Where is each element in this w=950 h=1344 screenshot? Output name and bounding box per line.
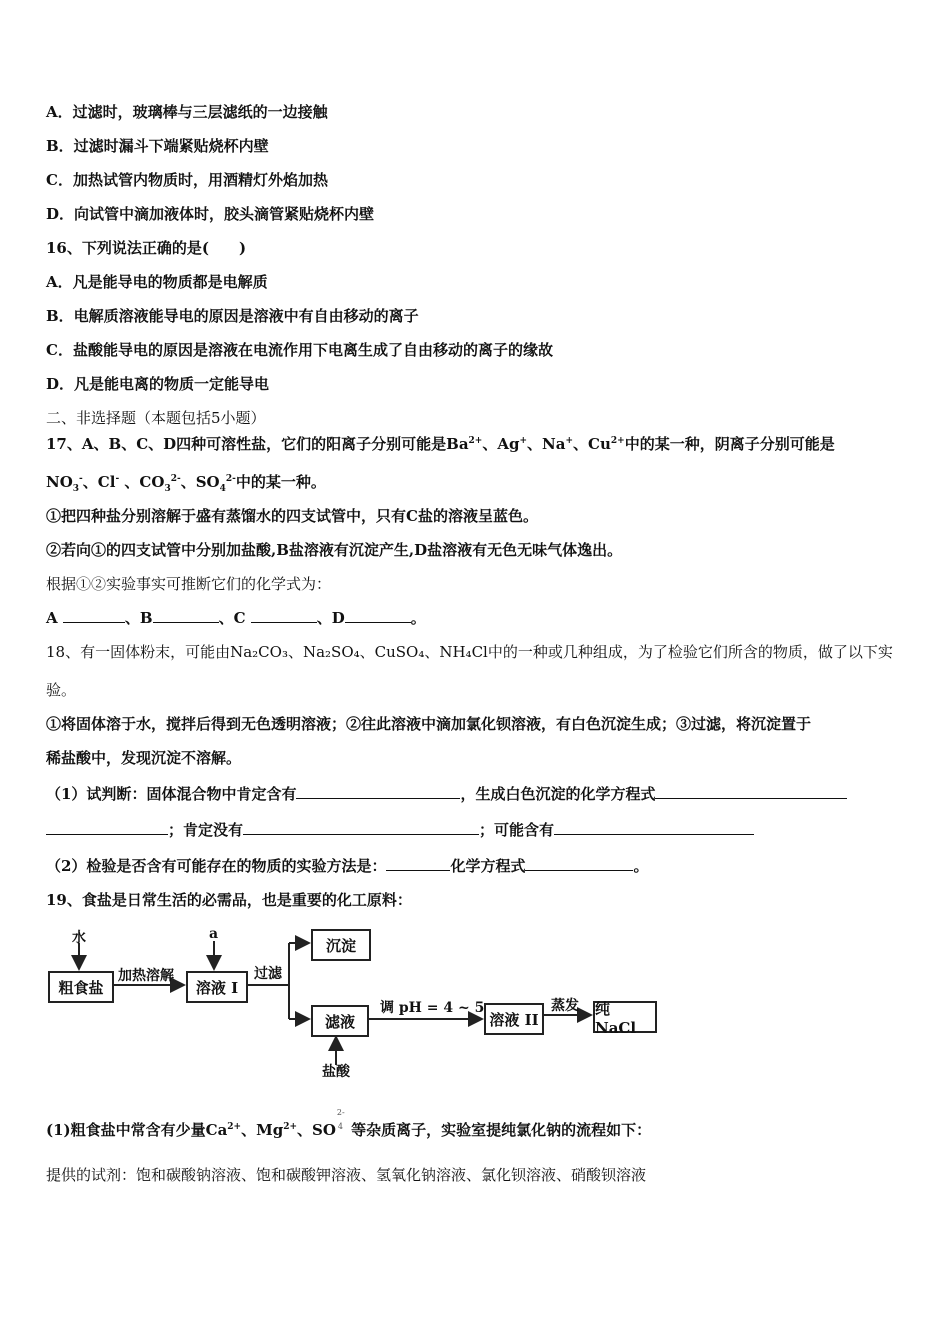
hcl-label: 盐酸 <box>322 1064 350 1080</box>
q17-text: 17、A、B、C、D四种可溶性盐，它们的阳离子分别可能是Ba <box>46 435 469 453</box>
q17-infer: 根据①②实验事实可推断它们的化学式为： <box>46 575 332 593</box>
charge: - <box>79 474 83 484</box>
mg-charge: 2+ <box>283 1122 298 1132</box>
q19-text: 等杂质离子，实验室提纯氯化钠的流程如下： <box>351 1121 652 1139</box>
q18-text: ；肯定没有 <box>168 821 244 839</box>
blank-equation[interactable] <box>655 784 847 799</box>
blank-possible[interactable] <box>554 820 754 835</box>
q18-text: （2）检验是否含有可能存在的物质的实验方法是： <box>46 857 387 875</box>
crude-salt-box: 粗食盐 <box>48 971 114 1003</box>
sulfate-sub: 4 <box>337 1122 344 1131</box>
q15-option-b: B．过滤时漏斗下端紧贴烧杯内壁 <box>46 137 269 155</box>
q18-text: ，生成白色沉淀的化学方程式 <box>460 785 656 803</box>
q16-option-a: A．凡是能导电的物质都是电解质 <box>46 273 268 291</box>
answer-label: A <box>46 609 58 627</box>
q17-stem-line2 <box>46 472 326 492</box>
q18-text: （1）试判断：固体混合物中肯定含有 <box>46 785 297 803</box>
answer-label: 、C <box>218 609 246 627</box>
filtrate-box: 滤液 <box>311 1005 369 1037</box>
water-label: 水 <box>72 930 86 946</box>
q17-text: 、CO <box>124 473 165 491</box>
sulfate-charge-top: 2- <box>336 1108 345 1117</box>
answer-label: 、D <box>316 609 345 627</box>
q19-text: 、Mg <box>241 1121 284 1139</box>
subscript: 3 <box>164 484 171 494</box>
charge: 2- <box>170 474 181 484</box>
answer-blank-c[interactable] <box>251 608 317 623</box>
q15-option-a: A．过滤时，玻璃棒与三层滤纸的一边接触 <box>46 103 328 121</box>
q15-option-c: C．加热试管内物质时，用酒精灯外焰加热 <box>46 171 328 189</box>
q18-procedure-line2: 稀盐酸中，发现沉淀不溶解。 <box>46 749 242 767</box>
charge: 2- <box>225 474 236 484</box>
q18-part1-line2 <box>46 820 754 840</box>
answer-blank-d[interactable] <box>345 608 411 623</box>
adjust-ph-label: 调 pH = 4 ~ 5 <box>380 1000 485 1016</box>
q18-part1-line1 <box>46 784 847 804</box>
q18-procedure-line1: ①将固体溶于水，搅拌后得到无色透明溶液；②往此溶液中滴加氯化钡溶液，有白色沉淀生成；③过滤，将沉淀置于 <box>46 715 812 733</box>
q18-text: 化学方程式 <box>450 857 526 875</box>
answer-label: 。 <box>410 609 426 627</box>
q17-text: 、Cl <box>82 473 116 491</box>
pure-nacl-box: 纯 NaCl <box>593 1001 657 1033</box>
cu-charge: 2+ <box>610 436 625 446</box>
q17-step2: ②若向①的四支试管中分别加盐酸,B盐溶液有沉淀产生,D盐溶液有无色无味气体逸出。 <box>46 541 623 559</box>
q17-answer-line <box>46 608 426 628</box>
q17-step1: ①把四种盐分别溶解于盛有蒸馏水的四支试管中，只有C盐的溶液呈蓝色。 <box>46 507 538 525</box>
evaporate-label: 蒸发 <box>551 998 579 1014</box>
answer-blank-b[interactable] <box>153 608 219 623</box>
solution-1-box: 溶液 I <box>186 971 248 1003</box>
solution-2-box: 溶液 II <box>484 1003 544 1035</box>
q18-text: 。 <box>633 857 649 875</box>
na-charge: + <box>565 436 574 446</box>
q17-text: 、Ag <box>482 435 520 453</box>
q16-option-c: C．盐酸能导电的原因是溶液在电流作用下电离生成了自由移动的离子的缘故 <box>46 341 553 359</box>
q19-reagents: 提供的试剂：饱和碳酸钠溶液、饱和碳酸钾溶液、氢氧化钠溶液、氯化钡溶液、硝酸钡溶液 <box>46 1166 647 1184</box>
blank-absent[interactable] <box>243 820 479 835</box>
q19-text: (1)粗食盐中常含有少量Ca <box>46 1121 228 1139</box>
blank-definite[interactable] <box>296 784 460 799</box>
reagent-a-label: a <box>209 926 219 942</box>
q16-stem: 16、下列说法正确的是( ) <box>46 239 247 257</box>
purification-flowchart <box>46 925 666 1085</box>
q17-text: 、Cu <box>573 435 611 453</box>
blank-equation-2[interactable] <box>525 856 633 871</box>
q17-text: 中的某一种。 <box>235 473 326 491</box>
q19-part1 <box>46 1108 652 1140</box>
q17-stem-line1 <box>46 434 835 454</box>
answer-label: 、B <box>124 609 153 627</box>
answer-blank-a[interactable] <box>63 608 125 623</box>
sulfate-charge <box>336 1108 346 1135</box>
q17-text: 、SO <box>180 473 220 491</box>
q18-stem-line2: 验。 <box>46 681 77 699</box>
q16-option-b: B．电解质溶液能导电的原因是溶液中有自由移动的离子 <box>46 307 419 325</box>
ag-charge: + <box>519 436 528 446</box>
subscript: 3 <box>72 484 80 494</box>
precipitate-box: 沉淀 <box>311 929 371 961</box>
q19-stem: 19、食盐是日常生活的必需品，也是重要的化工原料： <box>46 891 412 909</box>
q17-text: NO <box>46 473 73 491</box>
q17-text: 中的某一种，阴离子分别可能是 <box>624 435 835 453</box>
q18-part2 <box>46 856 648 876</box>
q15-option-d: D．向试管中滴加液体时，胶头滴管紧贴烧杯内壁 <box>46 205 375 223</box>
q19-text: 、SO <box>297 1121 336 1139</box>
blank-method[interactable] <box>386 856 450 871</box>
heat-dissolve-label: 加热溶解 <box>118 968 174 984</box>
ca-charge: 2+ <box>227 1122 242 1132</box>
q18-stem-line1: 18、有一固体粉末，可能由Na₂CO₃、Na₂SO₄、CuSO₄、NH₄Cl中的一种或几种组成，为了检验它们所含的物质，做了以下实 <box>46 643 893 661</box>
section-heading: 二、非选择题（本题包括5小题） <box>46 409 266 427</box>
ba-charge: 2+ <box>468 436 483 446</box>
filter-label: 过滤 <box>254 966 282 982</box>
subscript: 4 <box>219 484 226 494</box>
q17-text: 、Na <box>527 435 566 453</box>
charge: - <box>115 474 120 484</box>
blank-equation-cont[interactable] <box>46 820 168 835</box>
q18-text: ；可能含有 <box>479 821 555 839</box>
q16-option-d: D．凡是能电离的物质一定能导电 <box>46 375 270 393</box>
